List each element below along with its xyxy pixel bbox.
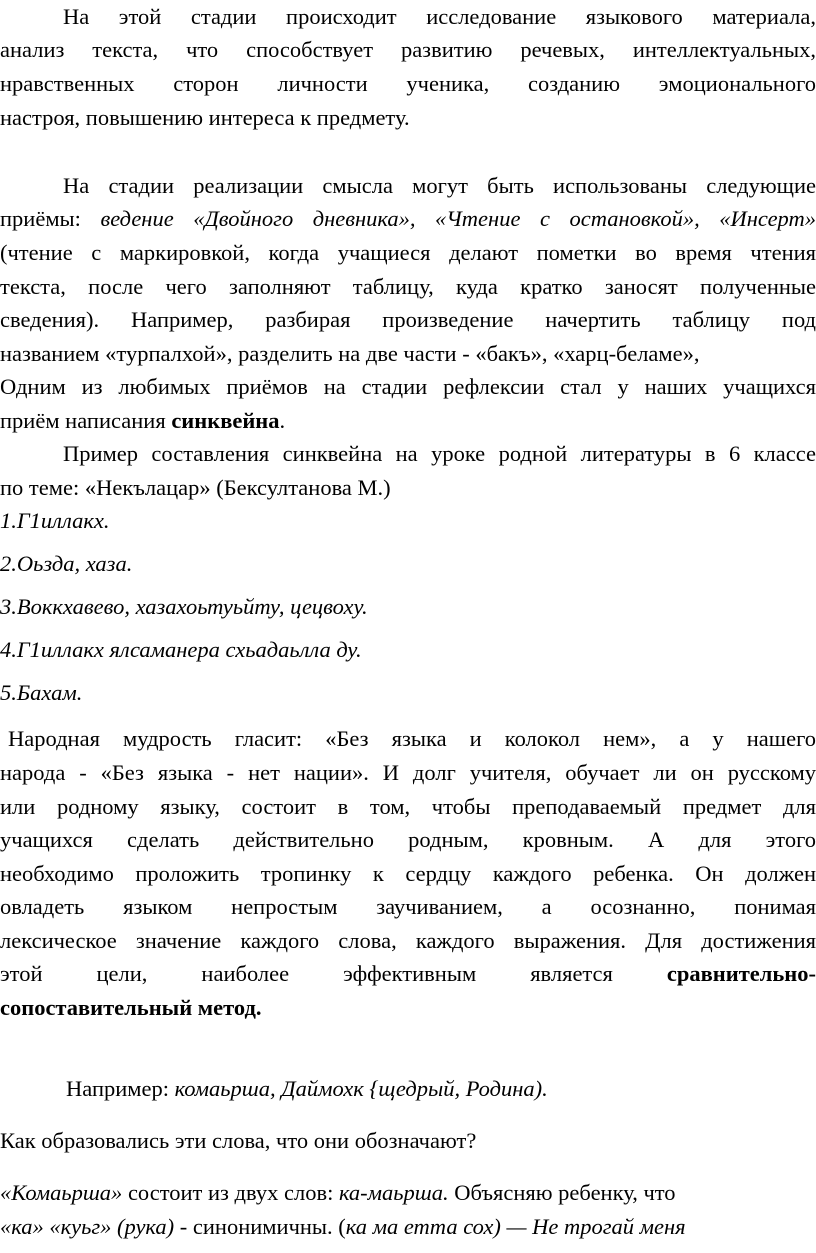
example-words: комаьрша, Даймохк {щедрый, Родина).: [174, 1076, 548, 1101]
p2-line-2-prefix: приёмы:: [0, 206, 81, 231]
p1-line-3: нравственных сторон личности ученика, созданию эмоционального: [0, 71, 816, 96]
example-prefix: Например:: [66, 1076, 169, 1101]
p4-line-8: [0, 957, 816, 991]
question-line: Как образовались эти слова, что они обозначают?: [0, 1128, 477, 1153]
explain-split: ка-маьрша.: [338, 1180, 449, 1205]
sinkwein-line-5: 5.Бахам.: [0, 680, 83, 705]
p4-line-6: овладеть языком непростым заучиванием, а осознанно, понимая: [0, 894, 816, 919]
p2-line-1: На стадии реализации смысла могут быть использованы следующие: [63, 173, 816, 198]
p4-line-5: необходимо проложить тропинку к сердцу каждого ребенка. Он должен: [0, 861, 816, 886]
sinkwein-line-1: 1.Г1иллакх.: [0, 508, 110, 533]
p3-line-2: по теме: «Некълацар» (Бексултанова М.): [0, 475, 391, 500]
p4-line-3: или родному языку, состоит в том, чтобы преподаваемый предмет для: [0, 794, 816, 819]
explain-word: «Комаьрша»: [0, 1180, 123, 1205]
p2-line-6: названием «турпалхой», разделить на две части - «бакъ», «харц-беламе»,: [0, 341, 700, 366]
p2-line-4: текста, после чего заполняют таблицу, куда кратко заносят полученные: [0, 274, 816, 299]
sinkwein-line-3: 3.Воккхавево, хазахоьтуьйту, цецвоху.: [0, 594, 368, 619]
p2-line-7: Одним из любимых приёмов на стадии рефлексии стал у наших учащихся: [0, 374, 816, 399]
p4-line-1: Народная мудрость гласит: «Без языка и колокол нем», а у нашего: [8, 726, 816, 751]
p2-line-3: (чтение с маркировкой, когда учащиеся делают пометки во время чтения: [0, 240, 816, 265]
p4-line-8-prefix: этой цели, наиболее эффективным является: [0, 961, 613, 986]
explain-suffix: Объясняю ребенку, что: [454, 1180, 676, 1205]
p4-line-7: лексическое значение каждого слова, каждого выражения. Для достижения: [0, 928, 816, 953]
explain-line-1: [0, 1176, 816, 1210]
p2-line-8: [0, 404, 816, 438]
p1-line-4: настроя, повышению интереса к предмету.: [0, 105, 410, 130]
example-line: [66, 1072, 816, 1106]
sinkwein-term: синквейна: [171, 408, 280, 433]
p2-line-2-italic: ведение «Двойного дневника», «Чтение с остановкой», «Инсерт»: [100, 206, 816, 231]
explain-mid-2: - синонимичны. (: [179, 1214, 346, 1239]
sinkwein-line-4: 4.Г1иллакх ялсаманера схьадаьлла ду.: [0, 637, 362, 662]
p3-line-1: Пример составления синквейна на уроке родной литературы в 6 классе: [63, 441, 816, 466]
sinkwein-line-2: 2.Оьзда, хаза.: [0, 551, 133, 576]
p4-line-4: учащихся сделать действительно родным, кровным. А для этого: [0, 827, 816, 852]
p2-line-8-suffix: .: [279, 408, 286, 433]
method-term-part2: сопоставительный метод.: [0, 995, 262, 1020]
p2-line-2: [0, 202, 816, 236]
explain-phrase: ка ма етта сох) — Не трогай меня: [345, 1214, 686, 1239]
explain-mid: состоит из двух слов:: [127, 1180, 334, 1205]
p4-line-2: народа - «Без языка - нет нации». И долг учителя, обучает ли он русскому: [0, 760, 816, 785]
p2-line-5: сведения). Например, разбирая произведение начертить таблицу под: [0, 307, 816, 332]
p1-line-2: анализ текста, что способствует развитию речевых, интеллектуальных,: [0, 37, 816, 62]
explain-synonyms: «ка» «куьг» (рука): [0, 1214, 175, 1239]
p1-line-1: На этой стадии происходит исследование языкового материала,: [63, 4, 816, 29]
p2-line-8-prefix: приём написания: [0, 408, 166, 433]
method-term-part1: сравнительно-: [666, 961, 816, 986]
explain-line-2: [0, 1210, 816, 1244]
